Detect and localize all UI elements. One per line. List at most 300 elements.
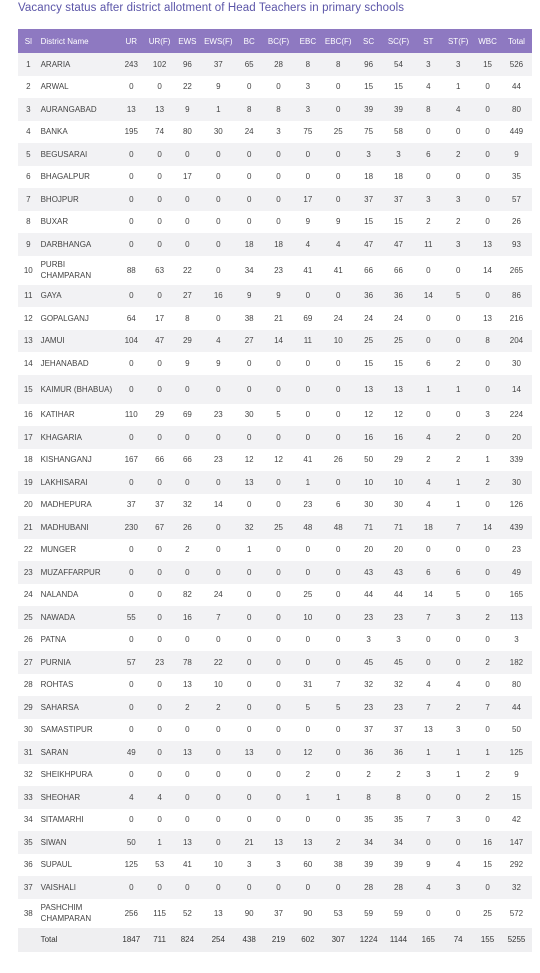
value-cell: 0 bbox=[129, 172, 134, 182]
value-cell: 30 bbox=[244, 410, 254, 420]
value-cell: 0 bbox=[129, 291, 134, 301]
value-cell: 2 bbox=[455, 149, 461, 159]
column-header: UR bbox=[125, 36, 138, 46]
value-cell: 0 bbox=[246, 792, 252, 802]
value-cell: 80 bbox=[512, 104, 521, 114]
table-row bbox=[18, 854, 532, 877]
column-header: District Name bbox=[40, 36, 89, 46]
value-cell: 37 bbox=[274, 908, 283, 918]
value-cell: 7 bbox=[426, 815, 431, 825]
value-cell: 27 bbox=[182, 291, 192, 301]
table-row bbox=[18, 674, 532, 697]
value-cell: 14 bbox=[213, 500, 223, 510]
value-cell: 3 bbox=[514, 635, 519, 645]
value-cell: 26 bbox=[182, 522, 192, 532]
value-cell: 2 bbox=[366, 770, 371, 780]
value-cell: 0 bbox=[276, 725, 281, 735]
value-cell: 4 bbox=[305, 239, 311, 249]
value-cell: 13 bbox=[244, 747, 254, 757]
value-cell: 63 bbox=[155, 265, 165, 275]
value-cell: 4 bbox=[129, 792, 134, 802]
value-cell: 3 bbox=[455, 882, 461, 892]
value-cell: 71 bbox=[394, 522, 403, 532]
value-cell: 1 bbox=[485, 455, 490, 465]
value-cell: 35 bbox=[394, 815, 403, 825]
column-header: WBC bbox=[478, 36, 497, 46]
value-cell: 0 bbox=[246, 702, 252, 712]
serial-cell: 33 bbox=[23, 792, 33, 802]
value-cell: 6 bbox=[426, 149, 431, 159]
value-cell: 0 bbox=[129, 477, 134, 487]
table-body bbox=[18, 53, 532, 952]
value-cell: 0 bbox=[216, 837, 221, 847]
column-header: UR(F) bbox=[148, 36, 171, 46]
value-cell: 0 bbox=[276, 477, 281, 487]
value-cell: 0 bbox=[276, 194, 281, 204]
value-cell: 25 bbox=[303, 590, 313, 600]
value-cell: 0 bbox=[305, 635, 311, 645]
value-cell: 20 bbox=[512, 432, 521, 442]
value-cell: 5 bbox=[305, 702, 311, 712]
serial-cell: 20 bbox=[23, 500, 33, 510]
value-cell: 22 bbox=[213, 657, 223, 667]
value-cell: 47 bbox=[155, 336, 165, 346]
table-row bbox=[18, 809, 532, 832]
district-name-cell: KATIHAR bbox=[40, 410, 75, 420]
value-cell: 0 bbox=[455, 792, 461, 802]
value-cell: 3 bbox=[305, 82, 311, 92]
value-cell: 0 bbox=[185, 217, 190, 227]
value-cell: 28 bbox=[364, 882, 374, 892]
value-cell: 34 bbox=[394, 837, 403, 847]
value-cell: 36 bbox=[394, 747, 403, 757]
serial-cell: 26 bbox=[23, 635, 33, 645]
value-cell: 0 bbox=[185, 792, 190, 802]
value-cell: 0 bbox=[276, 149, 281, 159]
value-cell: 165 bbox=[509, 590, 524, 600]
value-cell: 66 bbox=[394, 265, 403, 275]
value-cell: 22 bbox=[182, 82, 192, 92]
value-cell: 0 bbox=[276, 172, 281, 182]
value-cell: 6 bbox=[426, 358, 431, 368]
value-cell: 69 bbox=[182, 410, 192, 420]
value-cell: 37 bbox=[155, 500, 165, 510]
district-name-cell: KAIMUR (BHABUA) bbox=[40, 384, 113, 394]
value-cell: 0 bbox=[455, 635, 461, 645]
value-cell: 0 bbox=[336, 567, 341, 577]
value-cell: 13 bbox=[126, 104, 136, 114]
value-cell: 30 bbox=[213, 127, 223, 137]
value-cell: 9 bbox=[276, 291, 281, 301]
value-cell: 0 bbox=[157, 194, 162, 204]
value-cell: 15 bbox=[364, 358, 374, 368]
value-cell: 2 bbox=[455, 702, 461, 712]
value-cell: 3 bbox=[305, 104, 311, 114]
value-cell: 14 bbox=[483, 265, 492, 275]
value-cell: 0 bbox=[246, 882, 252, 892]
serial-cell: 6 bbox=[26, 172, 31, 182]
serial-cell: 32 bbox=[23, 770, 33, 780]
serial-cell: 1 bbox=[26, 59, 31, 69]
district-name-cell: PATNA bbox=[40, 635, 67, 645]
value-cell: 0 bbox=[485, 500, 490, 510]
value-cell: 13 bbox=[182, 680, 192, 690]
value-cell: 37 bbox=[126, 500, 136, 510]
serial-cell: 37 bbox=[23, 882, 33, 892]
value-cell: 2 bbox=[185, 545, 190, 555]
value-cell: 4 bbox=[216, 336, 221, 346]
value-cell: 36 bbox=[394, 291, 403, 301]
value-cell: 104 bbox=[124, 336, 138, 346]
value-cell: 0 bbox=[305, 172, 311, 182]
value-cell: 0 bbox=[129, 635, 134, 645]
total-value-cell: 602 bbox=[294, 928, 322, 952]
table-row bbox=[18, 719, 532, 742]
value-cell: 15 bbox=[512, 792, 521, 802]
value-cell: 0 bbox=[426, 635, 431, 645]
value-cell: 45 bbox=[394, 657, 403, 667]
value-cell: 0 bbox=[157, 635, 162, 645]
value-cell: 5 bbox=[336, 702, 341, 712]
value-cell: 16 bbox=[483, 837, 492, 847]
value-cell: 9 bbox=[336, 217, 341, 227]
value-cell: 47 bbox=[394, 239, 403, 249]
value-cell: 69 bbox=[303, 313, 313, 323]
value-cell: 8 bbox=[336, 59, 341, 69]
district-name-cell: VAISHALI bbox=[40, 882, 77, 892]
value-cell: 339 bbox=[509, 455, 524, 465]
total-row bbox=[18, 928, 532, 952]
value-cell: 1 bbox=[426, 384, 431, 394]
value-cell: 8 bbox=[366, 792, 371, 802]
total-value-cell: 74 bbox=[442, 928, 474, 952]
table-row bbox=[18, 98, 532, 121]
district-name-cell: PASHCHIM CHAMPARAN bbox=[40, 903, 92, 923]
value-cell: 17 bbox=[182, 172, 192, 182]
table-row bbox=[18, 330, 532, 353]
value-cell: 0 bbox=[276, 384, 281, 394]
table-row bbox=[18, 471, 532, 494]
value-cell: 0 bbox=[129, 358, 134, 368]
value-cell: 0 bbox=[246, 612, 252, 622]
value-cell: 41 bbox=[303, 455, 313, 465]
value-cell: 37 bbox=[213, 59, 223, 69]
value-cell: 54 bbox=[394, 59, 403, 69]
serial-cell: 15 bbox=[23, 384, 33, 394]
value-cell: 15 bbox=[394, 82, 403, 92]
header-row bbox=[18, 29, 532, 53]
value-cell: 9 bbox=[185, 358, 190, 368]
value-cell: 0 bbox=[246, 567, 252, 577]
value-cell: 0 bbox=[426, 172, 431, 182]
district-name-cell: MADHEPURA bbox=[40, 500, 92, 510]
value-cell: 572 bbox=[509, 908, 524, 918]
value-cell: 2 bbox=[336, 837, 341, 847]
value-cell: 2 bbox=[396, 770, 401, 780]
value-cell: 2 bbox=[216, 702, 221, 712]
value-cell: 13 bbox=[244, 477, 254, 487]
table-row bbox=[18, 539, 532, 562]
value-cell: 66 bbox=[182, 455, 192, 465]
value-cell: 25 bbox=[364, 336, 374, 346]
value-cell: 23 bbox=[213, 455, 223, 465]
value-cell: 7 bbox=[426, 612, 431, 622]
column-header: SC(F) bbox=[387, 36, 410, 46]
value-cell: 55 bbox=[126, 612, 136, 622]
vacancy-table bbox=[18, 29, 532, 952]
value-cell: 0 bbox=[157, 172, 162, 182]
value-cell: 0 bbox=[426, 313, 431, 323]
value-cell: 24 bbox=[244, 127, 254, 137]
value-cell: 32 bbox=[182, 500, 192, 510]
district-name-cell: SARAN bbox=[40, 747, 69, 757]
value-cell: 0 bbox=[305, 384, 311, 394]
value-cell: 4 bbox=[426, 680, 431, 690]
value-cell: 28 bbox=[274, 59, 283, 69]
table-row bbox=[18, 188, 532, 211]
value-cell: 78 bbox=[182, 657, 192, 667]
value-cell: 75 bbox=[303, 127, 313, 137]
value-cell: 44 bbox=[512, 702, 521, 712]
value-cell: 37 bbox=[364, 194, 374, 204]
value-cell: 11 bbox=[303, 336, 313, 346]
value-cell: 0 bbox=[336, 149, 341, 159]
value-cell: 26 bbox=[333, 455, 343, 465]
value-cell: 80 bbox=[512, 680, 521, 690]
serial-cell: 12 bbox=[23, 313, 33, 323]
value-cell: 0 bbox=[485, 149, 490, 159]
district-name-cell: SHEIKHPURA bbox=[40, 770, 93, 780]
value-cell: 44 bbox=[512, 82, 521, 92]
value-cell: 39 bbox=[394, 104, 403, 114]
value-cell: 8 bbox=[185, 313, 190, 323]
value-cell: 10 bbox=[333, 336, 343, 346]
value-cell: 23 bbox=[512, 545, 521, 555]
value-cell: 0 bbox=[485, 358, 490, 368]
value-cell: 22 bbox=[182, 265, 192, 275]
district-name-cell: JAMUI bbox=[40, 336, 65, 346]
value-cell: 60 bbox=[303, 860, 313, 870]
value-cell: 0 bbox=[129, 882, 134, 892]
serial-cell: 27 bbox=[23, 657, 33, 667]
value-cell: 82 bbox=[182, 590, 192, 600]
value-cell: 90 bbox=[303, 908, 313, 918]
value-cell: 0 bbox=[305, 358, 311, 368]
value-cell: 58 bbox=[394, 127, 403, 137]
value-cell: 26 bbox=[512, 217, 521, 227]
value-cell: 18 bbox=[364, 172, 374, 182]
value-cell: 0 bbox=[157, 725, 162, 735]
value-cell: 439 bbox=[509, 522, 524, 532]
value-cell: 0 bbox=[336, 725, 341, 735]
serial-cell: 35 bbox=[23, 837, 33, 847]
value-cell: 2 bbox=[455, 455, 461, 465]
value-cell: 0 bbox=[276, 680, 281, 690]
value-cell: 32 bbox=[394, 680, 403, 690]
table-row bbox=[18, 143, 532, 166]
value-cell: 9 bbox=[514, 149, 519, 159]
value-cell: 53 bbox=[333, 908, 343, 918]
value-cell: 3 bbox=[426, 59, 431, 69]
value-cell: 1 bbox=[455, 82, 461, 92]
value-cell: 11 bbox=[424, 239, 433, 249]
value-cell: 0 bbox=[129, 217, 134, 227]
value-cell: 0 bbox=[485, 567, 490, 577]
table-row bbox=[18, 741, 532, 764]
value-cell: 0 bbox=[426, 336, 431, 346]
value-cell: 2 bbox=[485, 770, 490, 780]
value-cell: 0 bbox=[216, 432, 221, 442]
column-header: EBC(F) bbox=[324, 36, 352, 46]
value-cell: 0 bbox=[305, 657, 311, 667]
value-cell: 0 bbox=[336, 612, 341, 622]
value-cell: 25 bbox=[333, 127, 343, 137]
value-cell: 3 bbox=[276, 127, 281, 137]
table-row bbox=[18, 651, 532, 674]
value-cell: 0 bbox=[276, 82, 281, 92]
value-cell: 0 bbox=[485, 194, 490, 204]
column-header: EWS(F) bbox=[204, 36, 233, 46]
value-cell: 0 bbox=[185, 567, 190, 577]
table-row bbox=[18, 449, 532, 472]
value-cell: 0 bbox=[246, 500, 252, 510]
value-cell: 2 bbox=[455, 217, 461, 227]
value-cell: 36 bbox=[364, 747, 374, 757]
value-cell: 9 bbox=[246, 291, 252, 301]
value-cell: 0 bbox=[157, 477, 162, 487]
value-cell: 21 bbox=[244, 837, 254, 847]
table-row bbox=[18, 899, 532, 928]
value-cell: 71 bbox=[364, 522, 374, 532]
value-cell: 0 bbox=[485, 590, 490, 600]
value-cell: 30 bbox=[364, 500, 374, 510]
value-cell: 0 bbox=[426, 657, 431, 667]
value-cell: 39 bbox=[394, 860, 403, 870]
value-cell: 50 bbox=[126, 837, 136, 847]
value-cell: 113 bbox=[510, 612, 523, 622]
value-cell: 4 bbox=[157, 792, 162, 802]
value-cell: 0 bbox=[426, 792, 431, 802]
value-cell: 0 bbox=[157, 702, 162, 712]
value-cell: 0 bbox=[216, 194, 221, 204]
value-cell: 0 bbox=[276, 635, 281, 645]
value-cell: 93 bbox=[512, 239, 521, 249]
value-cell: 0 bbox=[485, 725, 490, 735]
value-cell: 21 bbox=[274, 313, 283, 323]
value-cell: 25 bbox=[394, 336, 403, 346]
value-cell: 3 bbox=[366, 149, 371, 159]
value-cell: 31 bbox=[303, 680, 313, 690]
value-cell: 0 bbox=[336, 172, 341, 182]
table-row bbox=[18, 166, 532, 189]
value-cell: 0 bbox=[276, 882, 281, 892]
value-cell: 1 bbox=[246, 545, 252, 555]
value-cell: 23 bbox=[155, 657, 165, 667]
value-cell: 65 bbox=[244, 59, 254, 69]
value-cell: 18 bbox=[244, 239, 254, 249]
value-cell: 0 bbox=[485, 545, 490, 555]
value-cell: 12 bbox=[303, 747, 313, 757]
value-cell: 0 bbox=[276, 590, 281, 600]
value-cell: 3 bbox=[485, 410, 490, 420]
serial-cell: 3 bbox=[26, 104, 31, 114]
value-cell: 0 bbox=[485, 815, 490, 825]
value-cell: 2 bbox=[185, 702, 190, 712]
value-cell: 10 bbox=[213, 680, 223, 690]
value-cell: 67 bbox=[155, 522, 165, 532]
value-cell: 0 bbox=[336, 590, 341, 600]
value-cell: 526 bbox=[509, 59, 524, 69]
value-cell: 0 bbox=[336, 477, 341, 487]
value-cell: 0 bbox=[305, 725, 311, 735]
value-cell: 0 bbox=[157, 149, 162, 159]
value-cell: 43 bbox=[394, 567, 403, 577]
table-row bbox=[18, 629, 532, 652]
value-cell: 0 bbox=[276, 815, 281, 825]
value-cell: 45 bbox=[364, 657, 374, 667]
serial-cell: 19 bbox=[23, 477, 33, 487]
column-header: SC bbox=[363, 36, 375, 46]
value-cell: 110 bbox=[124, 410, 138, 420]
value-cell: 0 bbox=[276, 500, 281, 510]
district-name-cell: ROHTAS bbox=[40, 680, 74, 690]
serial-cell: 18 bbox=[23, 455, 33, 465]
value-cell: 0 bbox=[216, 217, 221, 227]
value-cell: 13 bbox=[394, 384, 403, 394]
value-cell: 12 bbox=[274, 455, 283, 465]
total-value-cell: 1847 bbox=[117, 928, 146, 952]
value-cell: 13 bbox=[182, 837, 192, 847]
district-name-cell: SAMASTIPUR bbox=[40, 725, 93, 735]
value-cell: 0 bbox=[246, 432, 252, 442]
value-cell: 16 bbox=[182, 612, 192, 622]
value-cell: 0 bbox=[336, 358, 341, 368]
value-cell: 0 bbox=[129, 384, 134, 394]
value-cell: 182 bbox=[509, 657, 524, 667]
value-cell: 0 bbox=[455, 265, 461, 275]
table-row bbox=[18, 606, 532, 629]
table-row bbox=[18, 696, 532, 719]
value-cell: 32 bbox=[512, 882, 521, 892]
table-row bbox=[18, 76, 532, 99]
value-cell: 0 bbox=[246, 384, 252, 394]
value-cell: 0 bbox=[216, 635, 221, 645]
value-cell: 13 bbox=[364, 384, 374, 394]
value-cell: 0 bbox=[246, 770, 252, 780]
value-cell: 1 bbox=[305, 792, 311, 802]
value-cell: 0 bbox=[157, 545, 162, 555]
serial-cell: 10 bbox=[23, 265, 33, 275]
value-cell: 0 bbox=[157, 82, 162, 92]
value-cell: 195 bbox=[124, 127, 138, 137]
table-row bbox=[18, 494, 532, 517]
value-cell: 0 bbox=[157, 590, 162, 600]
value-cell: 13 bbox=[483, 313, 492, 323]
value-cell: 6 bbox=[426, 567, 431, 577]
total-value-cell: 5255 bbox=[501, 928, 532, 952]
value-cell: 0 bbox=[246, 217, 252, 227]
value-cell: 0 bbox=[336, 194, 341, 204]
value-cell: 23 bbox=[364, 612, 374, 622]
value-cell: 0 bbox=[305, 410, 311, 420]
value-cell: 0 bbox=[216, 477, 221, 487]
value-cell: 43 bbox=[364, 567, 374, 577]
district-name-cell: KISHANGANJ bbox=[40, 455, 92, 465]
value-cell: 39 bbox=[364, 860, 374, 870]
value-cell: 0 bbox=[485, 127, 490, 137]
value-cell: 1 bbox=[216, 104, 221, 114]
value-cell: 0 bbox=[157, 217, 162, 227]
